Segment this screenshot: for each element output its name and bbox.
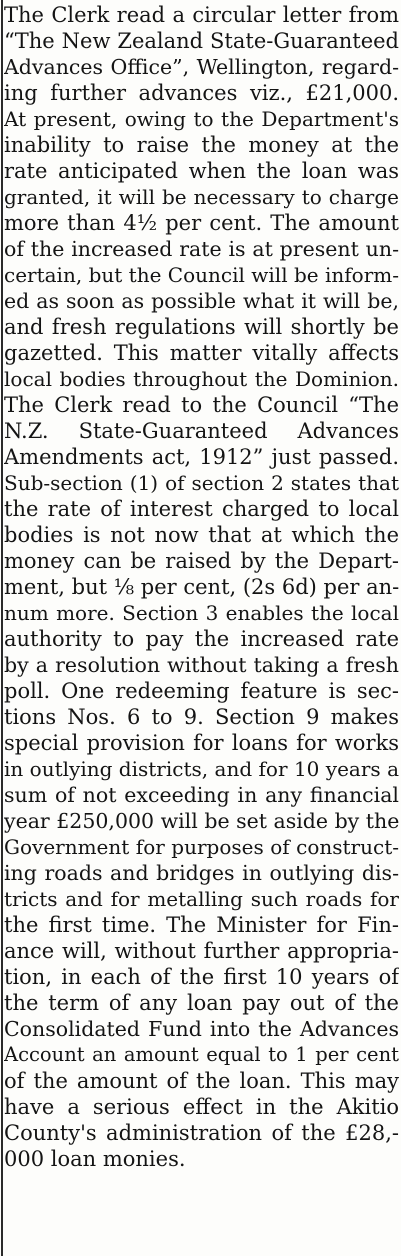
article-line: the rate of interest charged to local — [4, 497, 399, 521]
article-line: The Clerk read to the Council “The — [4, 393, 399, 417]
article-line: “The New Zealand State-Guaranteed — [4, 29, 399, 53]
article-line: bodies is not now that at which the — [4, 523, 399, 547]
article-line: more than 4½ per cent. The amount — [4, 211, 399, 235]
article-line: Account an amount equal to 1 per cent — [4, 1043, 399, 1066]
article-line: poll. One redeeming feature is sec- — [4, 679, 399, 703]
article-line: of the amount of the loan. This may — [4, 1069, 399, 1093]
article-line: money can be raised by the Depart- — [4, 549, 399, 573]
article-line: sum of not exceeding in any financial — [4, 783, 399, 807]
article-line: by a resolution without taking a fresh — [4, 653, 399, 677]
article-line: Consolidated Fund into the Advances — [4, 1017, 399, 1041]
article-line: certain, but the Council will be inform- — [4, 263, 399, 287]
article-line: ing further advances viz., £21,000. — [4, 81, 399, 105]
article-line: ance will, without further appropria- — [4, 939, 399, 963]
article-line: 000 loan monies. — [4, 1147, 186, 1171]
article-line: authority to pay the increased rate — [4, 627, 399, 651]
article-line: Advances Office”, Wellington, regard- — [4, 55, 399, 79]
article-line: Amendments act, 1912” just passed. — [4, 445, 399, 469]
article-line: ed as soon as possible what it will be, — [4, 289, 399, 313]
column-rule — [1, 0, 3, 1256]
article-body — [4, 2, 399, 1172]
article-line: inability to raise the money at the — [4, 133, 399, 157]
article-line: ment, but ⅛ per cent, (2s 6d) per an- — [4, 575, 399, 599]
article-line: tions Nos. 6 to 9. Section 9 makes — [4, 705, 399, 729]
article-line: County's administration of the £28,- — [4, 1121, 399, 1145]
article-line: ing roads and bridges in outlying dis- — [4, 861, 399, 885]
article-line: have a serious effect in the Akitio — [4, 1095, 399, 1119]
article-line: rate anticipated when the loan was — [4, 159, 399, 183]
article-line: in outlying districts, and for 10 years a — [4, 757, 399, 781]
article-line: of the increased rate is at present un- — [4, 237, 399, 261]
article-line: num more. Section 3 enables the local — [4, 601, 399, 625]
article-line: tricts and for metalling such roads for — [4, 887, 399, 911]
article-line: special provision for loans for works — [4, 731, 399, 755]
article-line: local bodies throughout the Dominion. — [4, 367, 399, 391]
article-line: At present, owing to the Department's — [4, 107, 399, 131]
article-line: N.Z. State-Guaranteed Advances — [4, 419, 399, 443]
article-line: tion, in each of the first 10 years of — [4, 965, 399, 989]
article-line: gazetted. This matter vitally affects — [4, 341, 399, 365]
article-line: and fresh regulations will shortly be — [4, 315, 399, 339]
article-line: the term of any loan pay out of the — [4, 991, 399, 1015]
article-line: The Clerk read a circular letter from — [4, 3, 399, 27]
article-line: granted, it will be necessary to charge — [4, 185, 399, 209]
article-line: Sub-section (1) of section 2 states that — [4, 471, 399, 495]
article-line: Government for purposes of construct- — [4, 835, 399, 859]
article-line: the first time. The Minister for Fin- — [4, 913, 399, 937]
article-line: year £250,000 will be set aside by the — [4, 809, 399, 833]
